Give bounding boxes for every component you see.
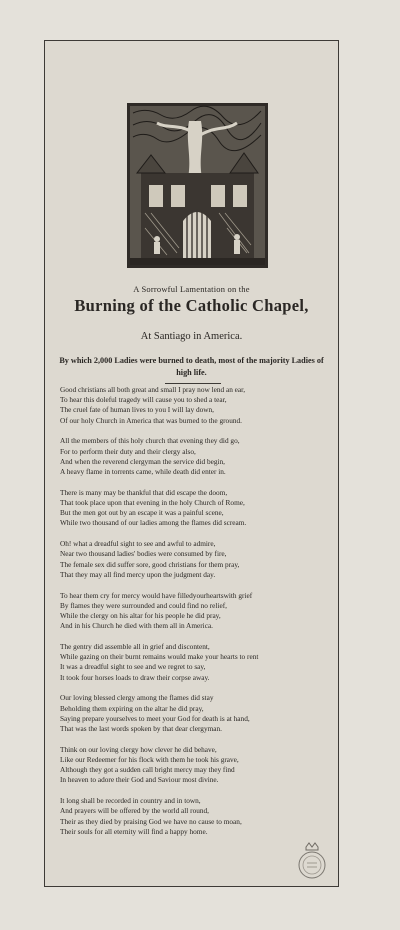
ballad-location: At Santiago in America. (140, 331, 243, 342)
verse-line: While two thousand of our ladies among the flames did scream. (60, 518, 247, 528)
verse-line: In heaven to adore their God and Saviour most divine. (60, 775, 219, 785)
verse-line: Of our holy Church in America that was burned to the ground. (60, 415, 242, 425)
stanza (60, 591, 334, 632)
verse-line: There is many may be thankful that did escape the doom, (60, 487, 228, 497)
stanza (60, 745, 334, 786)
verse-line: That they may all find mercy upon the judgment day. (60, 569, 216, 579)
verse-line: Their as they died by praising God we have no cause to moan, (60, 816, 242, 826)
verse-line: To hear this doleful tragedy will cause you to shed a tear, (60, 395, 227, 405)
verse-line: And in his Church he died with them all in America. (60, 621, 214, 631)
verse-line: Good christians all both great and small I pray now lend an ear, (60, 385, 246, 394)
verse-line: While gazing on their burnt remains would make your hearts to rent (60, 652, 259, 662)
verse-line: Near two thousand ladies' bodies were consumed by fire, (60, 549, 227, 559)
stanza (60, 642, 334, 683)
stanza (60, 385, 334, 426)
verse-line: For to perform their duty and their clergy also, (60, 446, 196, 456)
verse-line: While the clergy on his altar for his people he did pray, (60, 611, 221, 621)
title-rule (165, 383, 221, 384)
verse-line: Beholding them expiring on the altar he did pray, (60, 703, 204, 713)
verses (60, 385, 334, 848)
verse-line: All the members of this holy church that evening they did go, (60, 436, 240, 446)
verse-line: By flames they were surrounded and could find no relief, (60, 600, 227, 610)
verse-line: It took four horses loads to draw their corpse away. (60, 672, 210, 682)
verse-line: And when the reverend clergyman the service did begin, (60, 456, 225, 466)
verse-line: Like our Redeemer for his flock with them he took his grave, (60, 755, 239, 765)
woodcut-illustration (127, 103, 268, 268)
verse-line: A heavy flame in torrents came, while death did enter in. (60, 467, 226, 477)
ballad-title: Burning of the Catholic Chapel, (74, 296, 309, 315)
stanza (60, 693, 334, 734)
verse-line: Saying prepare yourselves to meet your God for death is at hand, (60, 713, 250, 723)
broadside-sheet (44, 40, 339, 887)
verse-line: The gentry did assemble all in grief and discontent, (60, 642, 210, 652)
ballad-summary: By which 2,000 Ladies were burned to death, most of the majority Ladies of high life. (59, 356, 324, 377)
verse-line: It long shall be recorded in country and in town, (60, 796, 201, 806)
verse-line: To hear them cry for mercy would have filledyourheartswith grief (60, 590, 253, 600)
verse-line: It was a dreadful sight to see and we regret to say, (60, 662, 206, 672)
ballad-subtitle: A Sorrowful Lamentation on the (133, 284, 250, 294)
verse-line: That was the last words spoken by that dear clergyman. (60, 724, 222, 734)
stanza (60, 796, 334, 837)
verse-line: That took place upon that evening in the holy Church of Rome, (60, 498, 245, 508)
verse-line: Think on our loving clergy how clever he did behave, (60, 744, 217, 754)
library-stamp-icon (297, 841, 327, 879)
verse-line: Our loving blessed clergy among the flames did stay (60, 693, 214, 703)
verse-line: The cruel fate of human lives to you I will lay down, (60, 405, 215, 415)
verse-line: Oh! what a dreadful sight to see and awful to admire, (60, 539, 216, 549)
verse-line: Although they got a sudden call bright mercy may they find (60, 765, 235, 775)
verse-line: The female sex did suffer sore, good christians for them pray, (60, 559, 240, 569)
verse-line: And prayers will be offered by the world all round, (60, 806, 210, 816)
stanza (60, 436, 334, 477)
verse-line: Their souls for all eternity will find a happy home. (60, 826, 208, 836)
stanza (60, 488, 334, 529)
verse-line: But the men got out by an escape it was a painful scene, (60, 508, 224, 518)
stanza (60, 539, 334, 580)
